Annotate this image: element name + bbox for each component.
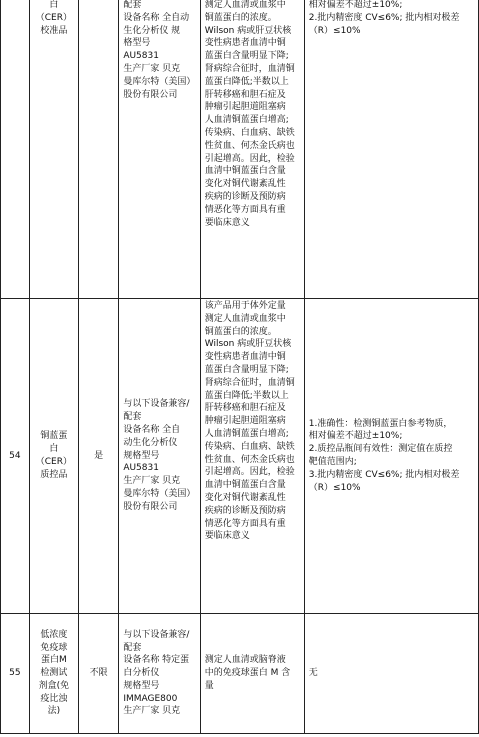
required-flag: 不限: [78, 614, 118, 734]
row-number: [1, 0, 30, 299]
equipment-cell: 与以下设备兼容/ 配套 设备名称 特定蛋 白分析仪 规格型号 IMMAGE800 生产厂家 贝克: [119, 614, 200, 734]
row-number: 55: [1, 614, 30, 734]
equipment-cell: 与以下设备兼容/ 配套 设备名称 全自 动生化分析仪 规格型号 AU5831 生产厂家 贝克 曼库尔特（美国） 股份有限公司: [119, 299, 200, 614]
performance-cell: 相对偏差不超过±10%; 2.批内精密度 CV≤6%; 批内相对极差 （R）≤10%: [304, 0, 478, 299]
row-number: 54: [1, 299, 30, 614]
intended-use-cell: 该产品用于体外定量 测定人血清或血浆中 铜蓝蛋白的浓度。 Wilson 病或肝豆状核 变性病患者血清中铜 蓝蛋白含量明显下降; 肾病综合征时，血清铜 蓝蛋白降低;半数以上 肝转移癌和胆石症及 肿瘤引起胆道阻塞病 人血清铜蓝蛋白增高; 传染病、白血病、缺铁 性贫血、何杰金氏病也 引起增高。因此，检验 血清中铜蓝蛋白含量 变化对铜代谢紊乱性 疾病的诊断及预防病 情恶化等方面具有重 要临床意义: [200, 299, 304, 614]
intended-use-cell: 测定人血清或血浆中 铜蓝蛋白的浓度。 Wilson 病或肝豆状核 变性病患者血清中铜 蓝蛋白含量明显下降; 肾病综合征时，血清铜 蓝蛋白降低;半数以上 肝转移癌和胆石症及 肿瘤引起胆道阻塞病 人血清铜蓝蛋白增高; 传染病、白血病、缺铁 性贫血、何杰金氏病也 引起增高。因此，检验 血清中铜蓝蛋白含量 变化对铜代谢紊乱性 疾病的诊断及预防病 情恶化等方面具有重 要临床意义: [200, 0, 304, 299]
table-row: [1, 0, 479, 299]
intended-use-cell: 测定人血清或脑脊液 中的免疫球蛋白 M 含 量: [200, 614, 304, 734]
product-name: 低浓度 免疫球 蛋白M 检测试 剂盒(免 疫比浊 法): [29, 614, 78, 734]
performance-cell: 无: [304, 614, 478, 734]
table-row: [1, 614, 479, 734]
table-row: [1, 299, 479, 614]
product-name: 铜蓝蛋 白 （CER） 质控品: [29, 299, 78, 614]
required-flag: 是: [78, 299, 118, 614]
product-name: 白（CER） 校准品: [29, 0, 78, 299]
required-flag: [78, 0, 118, 299]
performance-cell: 1.准确性：检测铜蓝蛋白参考物质， 相对偏差不超过±10%; 2.质控品瓶间有效性：测定值在质控 靶值范围内; 3.批内精密度 CV≤6%; 批内相对极差 （R）≤10%: [304, 299, 478, 614]
equipment-cell: 配套 设备名称 全自动 生化分析仪 规 格型号 AU5831 生产厂家 贝克 曼库尔特（美国） 股份有限公司: [119, 0, 200, 299]
